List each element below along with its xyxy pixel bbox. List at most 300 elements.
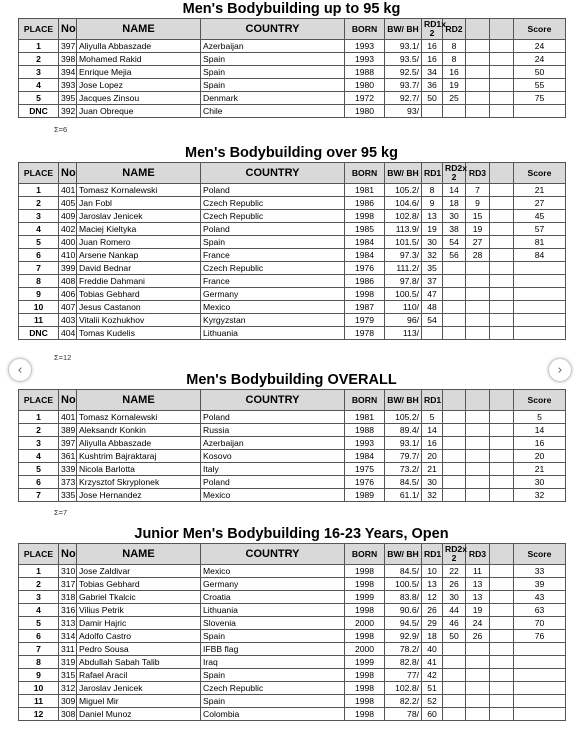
cell-round-3 — [466, 656, 490, 669]
cell-extra — [490, 450, 514, 463]
header-extra — [490, 19, 514, 40]
header-round-2: RD2x 2 — [443, 163, 466, 184]
cell-round-1: 47 — [422, 288, 443, 301]
cell-place: 10 — [19, 682, 59, 695]
cell-round-2: 46 — [443, 617, 466, 630]
cell-extra — [490, 301, 514, 314]
cell-round-2 — [443, 476, 466, 489]
table-row — [19, 288, 566, 301]
cell-extra — [490, 411, 514, 424]
cell-place: 7 — [19, 643, 59, 656]
table-row — [19, 105, 566, 118]
cell-round-1: 30 — [422, 236, 443, 249]
header-score: Score — [514, 390, 566, 411]
cell-place: 2 — [19, 53, 59, 66]
cell-round-2: 8 — [443, 53, 466, 66]
cell-country: Spain — [201, 53, 345, 66]
cell-born: 1993 — [345, 437, 385, 450]
header-country: COUNTRY — [201, 19, 345, 40]
cell-name: Tobias Gebhard — [77, 288, 201, 301]
cell-round-1: 32 — [422, 489, 443, 502]
cell-place: 9 — [19, 288, 59, 301]
cell-place: 3 — [19, 210, 59, 223]
cell-place: 8 — [19, 275, 59, 288]
table-row — [19, 236, 566, 249]
cell-score: 21 — [514, 184, 566, 197]
cell-round-3 — [466, 327, 490, 340]
cell-bw-bh: 83.8/ — [385, 591, 422, 604]
cell-born: 1993 — [345, 53, 385, 66]
header-round-1: RD1 — [422, 163, 443, 184]
cell-round-1: 19 — [422, 223, 443, 236]
cell-number: 361 — [59, 450, 77, 463]
cell-extra — [490, 92, 514, 105]
header-extra — [490, 163, 514, 184]
header-number: No — [59, 544, 77, 565]
cell-round-1: 48 — [422, 301, 443, 314]
cell-name: Jesus Castanon — [77, 301, 201, 314]
cell-round-2 — [443, 288, 466, 301]
cell-score: 57 — [514, 223, 566, 236]
table-row — [19, 565, 566, 578]
table-row — [19, 262, 566, 275]
header-place: PLACE — [19, 390, 59, 411]
header-round-1: RD1 — [422, 390, 443, 411]
cell-born: 1976 — [345, 262, 385, 275]
header-round-3: RD3 — [466, 544, 490, 565]
cell-score: 45 — [514, 210, 566, 223]
header-score: Score — [514, 544, 566, 565]
cell-score — [514, 327, 566, 340]
cell-name: Jaroslav Jenicek — [77, 682, 201, 695]
cell-country: Poland — [201, 476, 345, 489]
cell-extra — [490, 437, 514, 450]
header-round-1: RD1x 2 — [422, 19, 443, 40]
table-row — [19, 314, 566, 327]
header-name: NAME — [77, 19, 201, 40]
header-bw-bh: BW/ BH — [385, 19, 422, 40]
cell-score: 33 — [514, 565, 566, 578]
cell-round-1: 30 — [422, 476, 443, 489]
cell-round-3 — [466, 669, 490, 682]
cell-round-3 — [466, 489, 490, 502]
cell-name: Arsene Nankap — [77, 249, 201, 262]
cell-round-3 — [466, 450, 490, 463]
cell-bw-bh: 110/ — [385, 301, 422, 314]
header-born: BORN — [345, 544, 385, 565]
cell-round-3 — [466, 105, 490, 118]
cell-number: 408 — [59, 275, 77, 288]
cell-number: 315 — [59, 669, 77, 682]
cell-place: 1 — [19, 411, 59, 424]
cell-number: 402 — [59, 223, 77, 236]
cell-score: 32 — [514, 489, 566, 502]
cell-extra — [490, 314, 514, 327]
cell-number: 308 — [59, 708, 77, 721]
cell-bw-bh: 92.7/ — [385, 92, 422, 105]
table-row — [19, 437, 566, 450]
cell-round-3: 11 — [466, 565, 490, 578]
cell-round-2: 8 — [443, 40, 466, 53]
cell-bw-bh: 111.2/ — [385, 262, 422, 275]
cell-extra — [490, 604, 514, 617]
cell-place: 5 — [19, 463, 59, 476]
cell-round-1: 13 — [422, 210, 443, 223]
cell-score: 16 — [514, 437, 566, 450]
cell-number: 314 — [59, 630, 77, 643]
cell-number: 401 — [59, 184, 77, 197]
cell-name: Krzysztof Skryplonek — [77, 476, 201, 489]
cell-round-2: 30 — [443, 210, 466, 223]
section-title: Junior Men's Bodybuilding 16-23 Years, Open — [134, 526, 449, 542]
cell-extra — [490, 236, 514, 249]
cell-name: David Bednar — [77, 262, 201, 275]
cell-place: 4 — [19, 79, 59, 92]
cell-born: 1993 — [345, 40, 385, 53]
cell-born: 1984 — [345, 450, 385, 463]
cell-country: Germany — [201, 578, 345, 591]
header-row — [19, 163, 566, 184]
cell-country: Czech Republic — [201, 682, 345, 695]
cell-round-1: 9 — [422, 197, 443, 210]
cell-country: France — [201, 275, 345, 288]
cell-extra — [490, 617, 514, 630]
cell-bw-bh: 93.1/ — [385, 437, 422, 450]
cell-score — [514, 708, 566, 721]
cell-country: Kyrgyzstan — [201, 314, 345, 327]
cell-bw-bh: 78/ — [385, 708, 422, 721]
cell-round-2: 56 — [443, 249, 466, 262]
cell-round-2 — [443, 708, 466, 721]
table-row — [19, 617, 566, 630]
cell-country: Spain — [201, 236, 345, 249]
cell-extra — [490, 476, 514, 489]
results-table — [18, 543, 566, 721]
cell-extra — [490, 489, 514, 502]
cell-born: 1980 — [345, 105, 385, 118]
cell-country: Mexico — [201, 489, 345, 502]
count-note: Σ=12 — [54, 353, 72, 362]
table-row — [19, 411, 566, 424]
cell-born: 1999 — [345, 591, 385, 604]
cell-extra — [490, 643, 514, 656]
cell-name: Aliyulla Abbaszade — [77, 40, 201, 53]
cell-born: 1998 — [345, 682, 385, 695]
header-place: PLACE — [19, 544, 59, 565]
cell-name: Jan Fobl — [77, 197, 201, 210]
header-bw-bh: BW/ BH — [385, 163, 422, 184]
cell-born: 1978 — [345, 327, 385, 340]
cell-number: 339 — [59, 463, 77, 476]
cell-round-1: 5 — [422, 411, 443, 424]
cell-round-2: 22 — [443, 565, 466, 578]
cell-score — [514, 262, 566, 275]
previous-arrow-icon[interactable]: ‹ — [8, 358, 32, 382]
cell-bw-bh: 93.7/ — [385, 79, 422, 92]
cell-country: Poland — [201, 184, 345, 197]
cell-bw-bh: 84.5/ — [385, 476, 422, 489]
cell-country: Chile — [201, 105, 345, 118]
table-row — [19, 476, 566, 489]
header-extra — [490, 390, 514, 411]
cell-place: 6 — [19, 249, 59, 262]
cell-round-2 — [443, 656, 466, 669]
cell-extra — [490, 424, 514, 437]
cell-round-1 — [422, 105, 443, 118]
cell-number: 312 — [59, 682, 77, 695]
cell-born: 1987 — [345, 301, 385, 314]
header-place: PLACE — [19, 19, 59, 40]
table-row — [19, 66, 566, 79]
cell-score: 55 — [514, 79, 566, 92]
table-row — [19, 210, 566, 223]
count-note: Σ=6 — [54, 125, 68, 134]
cell-name: Aliyulla Abbaszade — [77, 437, 201, 450]
cell-born: 1976 — [345, 476, 385, 489]
cell-name: Juan Obreque — [77, 105, 201, 118]
cell-extra — [490, 184, 514, 197]
cell-number: 399 — [59, 262, 77, 275]
cell-round-1: 13 — [422, 578, 443, 591]
cell-country: Mexico — [201, 301, 345, 314]
cell-bw-bh: 93/ — [385, 105, 422, 118]
cell-extra — [490, 223, 514, 236]
cell-round-3: 28 — [466, 249, 490, 262]
cell-round-1: 51 — [422, 682, 443, 695]
header-number: No — [59, 163, 77, 184]
cell-round-3 — [466, 92, 490, 105]
cell-number: 310 — [59, 565, 77, 578]
cell-number: 389 — [59, 424, 77, 437]
cell-place: 5 — [19, 236, 59, 249]
header-extra — [490, 544, 514, 565]
cell-name: Jose Lopez — [77, 79, 201, 92]
cell-round-2 — [443, 450, 466, 463]
cell-bw-bh: 105.2/ — [385, 411, 422, 424]
cell-number: 397 — [59, 437, 77, 450]
cell-round-2 — [443, 489, 466, 502]
table-row — [19, 92, 566, 105]
table-row — [19, 301, 566, 314]
header-round-2: RD2 — [443, 19, 466, 40]
cell-place: 8 — [19, 656, 59, 669]
cell-country: Spain — [201, 66, 345, 79]
cell-score: 24 — [514, 40, 566, 53]
cell-country: Kosovo — [201, 450, 345, 463]
header-bw-bh: BW/ BH — [385, 390, 422, 411]
cell-country: IFBB flag — [201, 643, 345, 656]
cell-place: 5 — [19, 92, 59, 105]
header-round-3 — [466, 390, 490, 411]
cell-round-3 — [466, 288, 490, 301]
cell-round-1: 16 — [422, 40, 443, 53]
cell-round-3: 19 — [466, 223, 490, 236]
cell-name: Mohamed Rakid — [77, 53, 201, 66]
cell-number: 406 — [59, 288, 77, 301]
cell-born: 1998 — [345, 695, 385, 708]
cell-round-1: 37 — [422, 275, 443, 288]
header-name: NAME — [77, 544, 201, 565]
cell-bw-bh: 100.5/ — [385, 578, 422, 591]
table-row — [19, 630, 566, 643]
cell-name: Jose Zaldivar — [77, 565, 201, 578]
cell-name: Juan Romero — [77, 236, 201, 249]
cell-bw-bh: 96/ — [385, 314, 422, 327]
cell-score: 63 — [514, 604, 566, 617]
cell-round-3 — [466, 301, 490, 314]
cell-round-3 — [466, 695, 490, 708]
cell-name: Jose Hernandez — [77, 489, 201, 502]
cell-round-2: 25 — [443, 92, 466, 105]
cell-round-2: 38 — [443, 223, 466, 236]
cell-name: Pedro Sousa — [77, 643, 201, 656]
cell-round-1: 8 — [422, 184, 443, 197]
cell-score: 81 — [514, 236, 566, 249]
cell-country: Azerbaijan — [201, 437, 345, 450]
cell-place: 5 — [19, 617, 59, 630]
next-arrow-icon[interactable]: › — [548, 358, 572, 382]
header-country: COUNTRY — [201, 544, 345, 565]
cell-bw-bh: 92.9/ — [385, 630, 422, 643]
cell-bw-bh: 104.6/ — [385, 197, 422, 210]
cell-born: 2000 — [345, 617, 385, 630]
table-row — [19, 669, 566, 682]
count-note: Σ=7 — [54, 508, 68, 517]
cell-country: Slovenia — [201, 617, 345, 630]
cell-place: 3 — [19, 591, 59, 604]
cell-country: Spain — [201, 630, 345, 643]
cell-number: 317 — [59, 578, 77, 591]
cell-place: 12 — [19, 708, 59, 721]
cell-country: Spain — [201, 669, 345, 682]
cell-score: 14 — [514, 424, 566, 437]
cell-round-3: 7 — [466, 184, 490, 197]
header-place: PLACE — [19, 163, 59, 184]
cell-number: 404 — [59, 327, 77, 340]
cell-number: 397 — [59, 40, 77, 53]
cell-born: 1989 — [345, 489, 385, 502]
cell-round-3: 24 — [466, 617, 490, 630]
cell-round-1 — [422, 327, 443, 340]
cell-born: 1998 — [345, 604, 385, 617]
cell-bw-bh: 90.6/ — [385, 604, 422, 617]
header-round-3 — [466, 19, 490, 40]
cell-round-1: 16 — [422, 53, 443, 66]
cell-born: 1998 — [345, 630, 385, 643]
cell-round-1: 52 — [422, 695, 443, 708]
cell-country: Lithuania — [201, 327, 345, 340]
cell-bw-bh: 113.9/ — [385, 223, 422, 236]
cell-name: Nicola Barlotta — [77, 463, 201, 476]
cell-number: 311 — [59, 643, 77, 656]
cell-bw-bh: 77/ — [385, 669, 422, 682]
cell-country: Croatia — [201, 591, 345, 604]
cell-country: Czech Republic — [201, 210, 345, 223]
cell-born: 1975 — [345, 463, 385, 476]
cell-score: 20 — [514, 450, 566, 463]
section-overall — [18, 371, 565, 517]
cell-place: 2 — [19, 197, 59, 210]
cell-place: 1 — [19, 565, 59, 578]
table-row — [19, 682, 566, 695]
cell-born: 1999 — [345, 656, 385, 669]
cell-place: 4 — [19, 450, 59, 463]
cell-score — [514, 643, 566, 656]
header-bw-bh: BW/ BH — [385, 544, 422, 565]
header-name: NAME — [77, 163, 201, 184]
cell-country: Czech Republic — [201, 262, 345, 275]
cell-score: 5 — [514, 411, 566, 424]
cell-round-3 — [466, 708, 490, 721]
cell-round-1: 12 — [422, 591, 443, 604]
cell-bw-bh: 92.5/ — [385, 66, 422, 79]
cell-round-2 — [443, 301, 466, 314]
table-row — [19, 53, 566, 66]
header-born: BORN — [345, 19, 385, 40]
cell-round-1: 42 — [422, 669, 443, 682]
cell-place: 3 — [19, 437, 59, 450]
cell-name: Maciej Kieltyka — [77, 223, 201, 236]
cell-score: 30 — [514, 476, 566, 489]
cell-country: Germany — [201, 288, 345, 301]
table-row — [19, 708, 566, 721]
table-row — [19, 591, 566, 604]
header-born: BORN — [345, 390, 385, 411]
section-over-95kg — [18, 144, 565, 362]
cell-round-3 — [466, 79, 490, 92]
table-row — [19, 695, 566, 708]
results-table — [18, 389, 566, 502]
cell-name: Damir Hajric — [77, 617, 201, 630]
cell-name: Abdullah Sabah Talib — [77, 656, 201, 669]
cell-round-2 — [443, 275, 466, 288]
cell-name: Tomasz Kornalewski — [77, 411, 201, 424]
cell-bw-bh: 105.2/ — [385, 184, 422, 197]
cell-extra — [490, 327, 514, 340]
table-row — [19, 656, 566, 669]
header-round-3: RD3 — [466, 163, 490, 184]
cell-place: 4 — [19, 604, 59, 617]
cell-born: 1998 — [345, 210, 385, 223]
cell-extra — [490, 66, 514, 79]
table-row — [19, 223, 566, 236]
cell-round-3: 13 — [466, 578, 490, 591]
cell-round-1: 36 — [422, 79, 443, 92]
cell-round-3 — [466, 476, 490, 489]
cell-score: 75 — [514, 92, 566, 105]
table-row — [19, 643, 566, 656]
cell-round-2: 14 — [443, 184, 466, 197]
cell-number: 373 — [59, 476, 77, 489]
cell-extra — [490, 695, 514, 708]
cell-score: 50 — [514, 66, 566, 79]
cell-name: Rafael Aracil — [77, 669, 201, 682]
cell-extra — [490, 210, 514, 223]
cell-number: 394 — [59, 66, 77, 79]
cell-round-2 — [443, 314, 466, 327]
header-number: No — [59, 19, 77, 40]
cell-place: 4 — [19, 223, 59, 236]
cell-round-1: 29 — [422, 617, 443, 630]
cell-round-2 — [443, 669, 466, 682]
cell-born: 1998 — [345, 708, 385, 721]
cell-place: DNC — [19, 327, 59, 340]
header-score: Score — [514, 19, 566, 40]
cell-score: 76 — [514, 630, 566, 643]
cell-extra — [490, 105, 514, 118]
cell-round-2 — [443, 327, 466, 340]
cell-round-1: 54 — [422, 314, 443, 327]
